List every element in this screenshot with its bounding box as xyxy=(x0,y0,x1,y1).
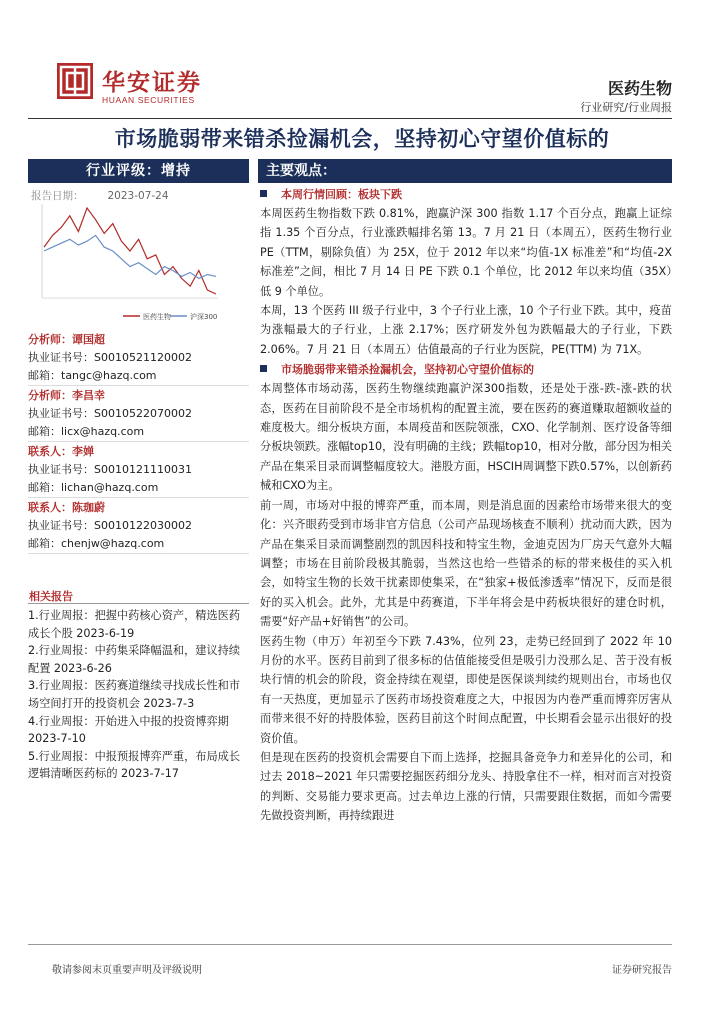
logo-text: 华安证券 xyxy=(102,70,202,96)
page-title: 市场脆弱带来错杀捡漏机会，坚持初心守望价值标的 xyxy=(114,127,610,151)
series-line-2 xyxy=(44,235,216,278)
analyst-name: 分析师：谭国超 xyxy=(28,333,105,346)
related-reports-title: 相关报告 xyxy=(29,590,73,603)
main-views-header: 主要观点： xyxy=(258,159,672,183)
footer-divider xyxy=(28,944,672,945)
body-paragraph: 本周医药生物指数下跌 0.81%，跑赢沪深 300 指数 1.17 个百分点，跑赢上证综指 1.35 个百分点，行业涨跌幅排名第 13。7 月 21 日（本周五），医药生物行业 PE（TTM，剔除负值）为 25X，位于 2012 年以来“均值-1X 标准差”和“均值-2X 标准差”之间，相比 7 月 14 日 PE 下跌 0.1 个单位，比 2012 年以来均值（35X）低 9 个单位。 xyxy=(260,207,672,298)
industry-rating: 行业评级：增持 xyxy=(28,159,249,183)
analyst-email: 邮箱：licx@hazq.com xyxy=(28,425,145,438)
analyst-license: 执业证书号：S0010122030002 xyxy=(28,519,192,532)
section-1-title: 本周行情回顾：板块下跌 xyxy=(260,186,672,202)
footer-label: 证券研究报告 xyxy=(612,965,672,976)
related-divider xyxy=(28,603,249,604)
date-label: 报告日期： xyxy=(31,190,84,202)
body-paragraph: 本周，13 个医药 III 级子行业中，3 个子行业上涨，10 个子行业下跌。其中，疫苗为涨幅最大的子行业，上涨 2.17%；医疗研发外包为跌幅最大的子行业，下跌 2.06%。7 月 21 日（本周五）估值最高的子行业为医院，PE(TTM) 为 71X。 xyxy=(260,304,672,356)
analyst-email: 邮箱：tangc@hazq.com xyxy=(28,369,157,382)
body-paragraph: 前一周，市场对中报的博弈严重，而本周，则是消息面的因素给市场带来很大的变化：兴齐眼药受到市场非官方信息（公司产品现场核查不顺利）扰动而大跌，因为产品在集采目录而调整剧烈的凯因科技和特宝生物，金迪克因为厂房天气意外大幅调整；市场在目前阶段极其脆弱，当然这也给一些错杀的标的带来极佳的买入机会，如特宝生物的长效干扰素即使集采，在“独家+极低渗透率”情况下，反而是很好的买入机会。此外，尤其是中药赛道，下半年将会是中药板块很好的建仓时机，需要“好产品+好销售”的公司。 xyxy=(260,498,672,629)
report-type: 行业研究/行业周报 xyxy=(580,101,672,114)
analyst-license: 执业证书号：S0010522070002 xyxy=(28,407,192,420)
section-2-body xyxy=(260,379,672,825)
date-value: 2023-07-24 xyxy=(107,190,169,202)
analyst-email: 邮箱：lichan@hazq.com xyxy=(28,481,159,494)
square-bullet-icon xyxy=(260,365,267,372)
analyst-divider xyxy=(28,553,249,554)
analyst-license: 执业证书号：S0010521120002 xyxy=(28,351,192,364)
logo-english: HUAAN SECURITIES xyxy=(102,95,195,105)
legend-label-2: 沪深300 xyxy=(190,313,218,321)
analyst-name: 联系人：陈珈蔚 xyxy=(28,501,105,514)
related-report-item[interactable]: 5.行业周报：中报预报博弈严重，布局成长逻辑清晰医药标的 2023-7-17 xyxy=(28,749,241,781)
square-bullet-icon xyxy=(260,190,267,197)
section-2-title: 市场脆弱带来错杀捡漏机会，坚持初心守望价值标的 xyxy=(260,361,672,377)
section-1 xyxy=(260,186,672,826)
related-report-item[interactable]: 2.行业周报：中药集采降幅温和，建议持续配置 2023-6-26 xyxy=(28,644,241,675)
chart-svg xyxy=(28,200,249,325)
logo-mark xyxy=(57,63,93,99)
header-divider xyxy=(28,118,672,119)
body-paragraph: 医药生物（申万）年初至今下跌 7.43%，位列 23，走势已经回到了 2022 年 10 月份的水平。医药目前到了很多标的估值能接受但是吸引力没那么足、苦于没有板块行情的机会的阶段，资金持续在观望，即使是医保谈判续约规则出台，市场也仅有一天热度，更加显示了医药市场投资难度之大，中报因为内卷严重而博弈厉害从而带来很不好的持股体验，医药目前这个时间点配置，中长期看会显示出很好的投资价值。 xyxy=(260,634,672,745)
analyst-license: 执业证书号：S0010121110031 xyxy=(28,463,192,476)
analyst-email: 邮箱：chenjw@hazq.com xyxy=(28,537,165,550)
section-1-body xyxy=(260,204,672,359)
analyst-block xyxy=(28,330,249,554)
analyst-name: 分析师：李昌幸 xyxy=(28,389,105,402)
body-paragraph: 但是现在医药的投资机会需要自下而上选择，挖掘具备竞争力和差异化的公司，和过去 2018~2021 年只需要挖掘医药细分龙头、持股拿住不一样，相对而言对投资的判断、交易能力要求更高。过去单边上涨的行情，只需要跟住数据，而如今需要先做投资判断，再持续跟进 xyxy=(260,750,672,823)
sector-label: 医药生物 xyxy=(607,79,672,98)
legend-label-1: 医药生物 xyxy=(143,313,171,321)
performance-chart xyxy=(28,200,249,325)
body-paragraph: 本周整体市场动荡，医药生物继续跑赢沪深300指数，还是处于涨-跌-涨-跌的状态，医药在目前阶段不是全市场机构的配置主流，要在医药的赛道赚取超额收益的难度极大。细分板块方面，本周疫苗和医院领涨，CXO、化学制剂、医疗设备等细分板块领跌。涨幅top10，没有明确的主线；跌幅top10，相对分散，部分因为相关产品在集采目录而调整幅度较大。港股方面，HSCIH周调整下跌0.57%，以创新药械和CXO为主。 xyxy=(260,382,672,493)
series-line-1 xyxy=(44,208,216,294)
related-report-item[interactable]: 3.行业周报：医药赛道继续寻找成长性和市场空间打开的投资机会 2023-7-3 xyxy=(28,679,241,710)
analyst-name: 联系人：李婵 xyxy=(28,445,94,458)
related-reports-list xyxy=(28,607,249,783)
footer-disclaimer: 敬请参阅末页重要声明及评级说明 xyxy=(52,965,202,976)
related-report-item[interactable]: 1.行业周报：把握中药核心资产，精选医药成长个股 2023-6-19 xyxy=(28,609,241,640)
related-report-item[interactable]: 4.行业周报：开始进入中报的投资博弈期 2023-7-10 xyxy=(28,714,229,746)
